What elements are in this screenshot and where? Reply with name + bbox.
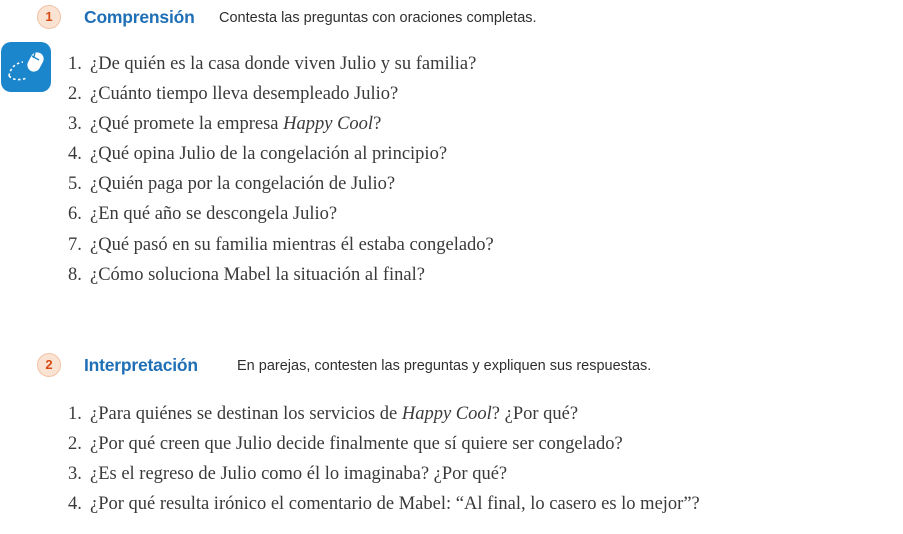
question-text-segment: ¿Qué pasó en su familia mientras él estaba congelado? — [90, 234, 494, 255]
question-text-segment: ¿Es el regreso de Julio como él lo imaginaba? ¿Por qué? — [90, 464, 508, 485]
question-number: 4. — [68, 494, 82, 515]
question-item — [68, 169, 494, 199]
question-text — [90, 114, 381, 134]
question-text — [90, 174, 395, 194]
question-number: 1. — [68, 404, 82, 424]
question-number: 7. — [68, 234, 82, 255]
question-text-segment: ¿Cómo soluciona Mabel la situación al final? — [90, 264, 425, 285]
question-item — [68, 139, 494, 169]
section-2-number: 2 — [37, 353, 61, 377]
company-name: Happy Cool — [283, 114, 374, 135]
question-text — [90, 434, 623, 454]
section-1-instruction: Contesta las preguntas con oraciones completas. — [219, 10, 537, 26]
question-text-segment: ¿Qué promete la empresa — [90, 114, 284, 135]
section-2-instruction: En parejas, contesten las preguntas y expliquen sus respuestas. — [237, 358, 652, 374]
question-text — [90, 265, 425, 285]
question-item — [68, 49, 494, 79]
question-item — [68, 459, 700, 489]
question-text-segment: ¿De quién es la casa donde viven Julio y su familia? — [90, 54, 477, 74]
question-text — [90, 144, 447, 164]
question-number: 2. — [68, 84, 82, 105]
question-item — [68, 260, 494, 290]
question-text-segment: ¿Qué opina Julio de la congelación al principio? — [90, 144, 448, 165]
question-number: 1. — [68, 54, 82, 74]
question-item — [68, 429, 700, 459]
question-number: 5. — [68, 174, 82, 195]
section-1-title: Comprensión — [84, 7, 195, 27]
question-text — [90, 84, 398, 104]
interpretacion-question-list — [68, 399, 700, 519]
question-number: 3. — [68, 464, 82, 485]
question-text — [90, 204, 337, 224]
question-text-segment: ? — [373, 114, 382, 135]
comprension-question-list — [68, 49, 494, 290]
question-text — [90, 494, 700, 514]
question-number: 3. — [68, 114, 82, 135]
question-text — [90, 404, 578, 424]
question-text — [90, 464, 507, 484]
question-text-segment: ¿Por qué creen que Julio decide finalmente que sí quiere ser congelado? — [90, 434, 623, 455]
mouse-cursor-icon[interactable] — [1, 42, 51, 92]
question-item — [68, 489, 700, 519]
question-text — [90, 235, 494, 255]
question-item — [68, 199, 494, 229]
question-text-segment: ? ¿Por qué? — [491, 404, 579, 424]
question-text-segment: ¿En qué año se descongela Julio? — [90, 204, 338, 225]
question-text — [90, 54, 476, 74]
section-1-number: 1 — [37, 5, 61, 29]
question-number: 4. — [68, 144, 82, 165]
question-number: 6. — [68, 204, 82, 225]
question-item — [68, 79, 494, 109]
question-text-segment: ¿Por qué resulta irónico el comentario de Mabel: “Al final, lo casero es lo mejor”? — [90, 494, 700, 515]
question-number: 2. — [68, 434, 82, 455]
question-text-segment: ¿Cuánto tiempo lleva desempleado Julio? — [90, 84, 399, 105]
company-name: Happy Cool — [401, 404, 492, 424]
question-item — [68, 109, 494, 139]
question-item — [68, 230, 494, 260]
question-text-segment: ¿Quién paga por la congelación de Julio? — [90, 174, 396, 195]
question-number: 8. — [68, 264, 82, 285]
section-2-title: Interpretación — [84, 355, 198, 375]
question-item — [68, 399, 700, 429]
question-text-segment: ¿Para quiénes se destinan los servicios de — [90, 404, 402, 424]
